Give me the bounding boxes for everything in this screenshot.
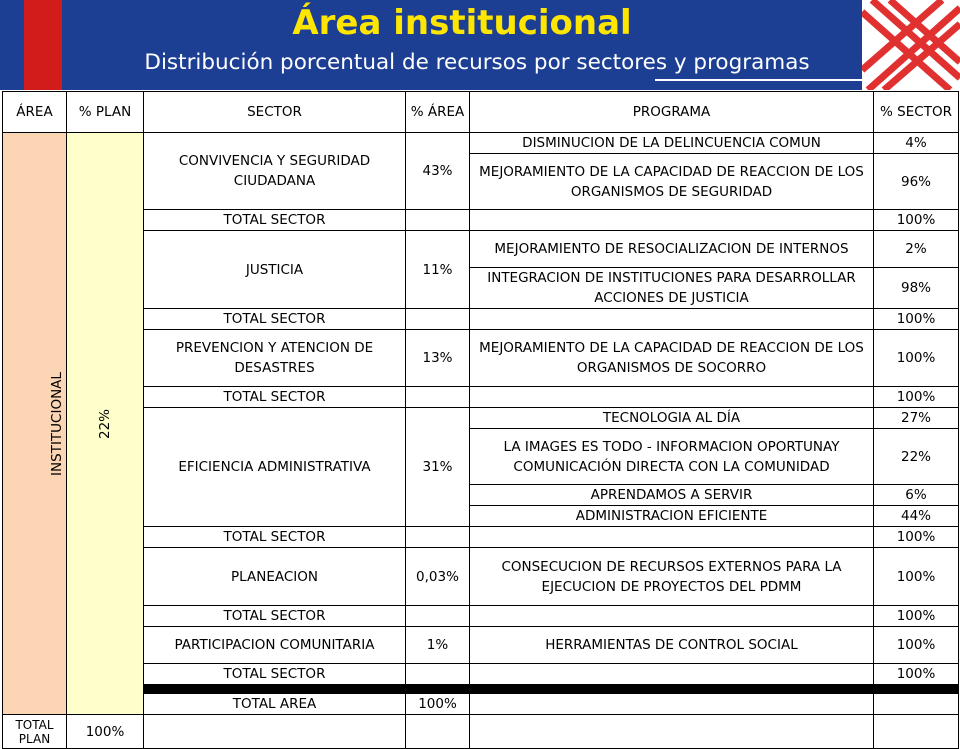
header-plan: % PLAN — [67, 92, 144, 133]
sector-name: PREVENCION Y ATENCION DE DESASTRES — [144, 330, 406, 387]
table-row — [3, 231, 959, 268]
total-sector-pct: 100% — [874, 606, 959, 627]
program-name: APRENDAMOS A SERVIR — [470, 485, 874, 506]
total-sector-pct: 100% — [874, 387, 959, 408]
table-row — [3, 330, 959, 387]
sector-pct: 0,03% — [406, 548, 470, 606]
program-name: HERRAMIENTAS DE CONTROL SOCIAL — [470, 627, 874, 664]
sector-pct: 11% — [406, 231, 470, 309]
program-pct: 27% — [874, 408, 959, 429]
total-sector-row — [3, 210, 959, 231]
page-subtitle: Distribución porcentual de recursos por sectores y programas — [144, 50, 810, 75]
program-pct: 100% — [874, 330, 959, 387]
program-name: MEJORAMIENTO DE LA CAPACIDAD DE REACCION DE LOS ORGANISMOS DE SOCORRO — [470, 330, 874, 387]
total-sector-label: TOTAL SECTOR — [144, 309, 406, 330]
total-sector-row — [3, 606, 959, 627]
total-area-label: TOTAL AREA — [144, 694, 406, 715]
sector-name: PARTICIPACION COMUNITARIA — [144, 627, 406, 664]
program-pct: 100% — [874, 627, 959, 664]
header-pct-sector: % SECTOR — [874, 92, 959, 133]
total-sector-label: TOTAL SECTOR — [144, 606, 406, 627]
sector-pct: 31% — [406, 408, 470, 527]
program-pct: 44% — [874, 506, 959, 527]
sector-name: JUSTICIA — [144, 231, 406, 309]
total-sector-label: TOTAL SECTOR — [144, 210, 406, 231]
program-name: CONSECUCION DE RECURSOS EXTERNOS PARA LA EJECUCION DE PROYECTOS DEL PDMM — [470, 548, 874, 606]
program-pct: 6% — [874, 485, 959, 506]
program-name: LA IMAGES ES TODO - INFORMACION OPORTUNAY COMUNICACIÓN DIRECTA CON LA COMUNIDAD — [470, 429, 874, 485]
header-row — [3, 92, 959, 133]
sector-pct: 13% — [406, 330, 470, 387]
total-sector-label: TOTAL SECTOR — [144, 527, 406, 548]
sector-name: PLANEACION — [144, 548, 406, 606]
program-pct: 96% — [874, 154, 959, 210]
plan-cell — [67, 133, 144, 715]
table-row — [3, 133, 959, 154]
table-row — [3, 408, 959, 429]
page-title: Área institucional — [292, 3, 632, 43]
program-name: MEJORAMIENTO DE RESOCIALIZACION DE INTERNOS — [470, 231, 874, 268]
total-sector-pct: 100% — [874, 527, 959, 548]
total-area-row — [3, 694, 959, 715]
total-sector-pct: 100% — [874, 210, 959, 231]
program-pct: 98% — [874, 268, 959, 309]
program-name: ADMINISTRACION EFICIENTE — [470, 506, 874, 527]
program-name: DISMINUCION DE LA DELINCUENCIA COMUN — [470, 133, 874, 154]
total-area-pct: 100% — [406, 694, 470, 715]
header-pct-area: % ÁREA — [406, 92, 470, 133]
program-pct: 2% — [874, 231, 959, 268]
total-sector-row — [3, 664, 959, 685]
total-plan-pct: 100% — [67, 715, 144, 749]
subtitle-underline — [655, 79, 870, 81]
total-sector-row — [3, 309, 959, 330]
area-name: INSTITUCIONAL — [48, 371, 65, 476]
program-name: INTEGRACION DE INSTITUCIONES PARA DESARROLLAR ACCIONES DE JUSTICIA — [470, 268, 874, 309]
total-plan-label: TOTAL PLAN — [3, 715, 67, 749]
header-area: ÁREA — [3, 92, 67, 133]
program-name: TECNOLOGIA AL DÍA — [470, 408, 874, 429]
program-pct: 22% — [874, 429, 959, 485]
table-row — [3, 548, 959, 606]
red-accent-bar — [24, 0, 62, 90]
area-cell — [3, 133, 67, 715]
header-sector: SECTOR — [144, 92, 406, 133]
sector-pct: 1% — [406, 627, 470, 664]
sector-name: EFICIENCIA ADMINISTRATIVA — [144, 408, 406, 527]
table-row — [3, 627, 959, 664]
header-programa: PROGRAMA — [470, 92, 874, 133]
total-sector-label: TOTAL SECTOR — [144, 387, 406, 408]
total-sector-row — [3, 527, 959, 548]
program-pct: 4% — [874, 133, 959, 154]
program-pct: 100% — [874, 548, 959, 606]
sector-name: CONVIVENCIA Y SEGURIDAD CIUDADANA — [144, 133, 406, 210]
total-sector-pct: 100% — [874, 664, 959, 685]
total-sector-label: TOTAL SECTOR — [144, 664, 406, 685]
total-sector-pct: 100% — [874, 309, 959, 330]
total-sector-row — [3, 387, 959, 408]
sector-pct: 43% — [406, 133, 470, 210]
program-name: MEJORAMIENTO DE LA CAPACIDAD DE REACCION DE LOS ORGANISMOS DE SEGURIDAD — [470, 154, 874, 210]
resource-distribution-table — [2, 91, 959, 749]
area-plan-pct: 22% — [96, 408, 113, 439]
